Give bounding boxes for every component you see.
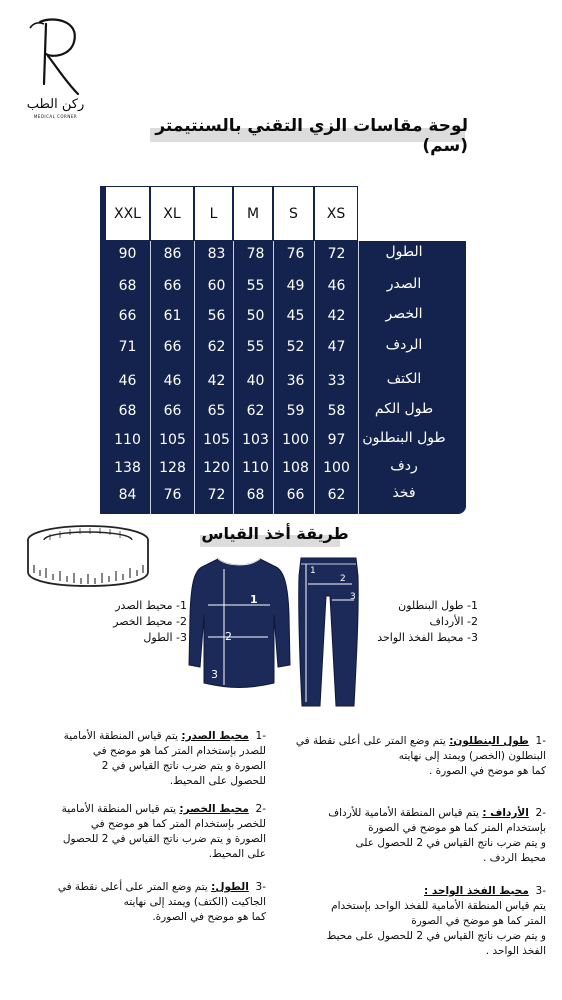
table-cell: 86 — [163, 246, 182, 262]
table-cell: 59 — [286, 403, 305, 419]
instruction-chest: -1 محيط الصدر: يتم قياس المنطقة الأمامية للصدر بإستخدام المتر كما هو موضح في الصورة و يتم ضرب ناتج القياس في 2 للحصول على المحيط. — [63, 730, 266, 787]
shirt-legend — [80, 598, 187, 646]
instruction-thigh: -3 محيط الفخذ الواحد : يتم قياس المنطقة الأمامية للفخذ الواحد بإستخدام المتر كما هو موضح في الصورة و يتم ضرب ناتج القياس في 2 للحصول على محيط الفخذ الواحد . — [326, 885, 546, 957]
size-header-cell: XL — [150, 186, 194, 241]
size-header-cell: XS — [314, 186, 358, 241]
table-cell: 40 — [246, 373, 265, 389]
table-cell: 78 — [246, 246, 265, 262]
table-cell: 47 — [327, 339, 346, 355]
table-row-label: الطول — [385, 244, 423, 260]
table-cell: 65 — [207, 403, 226, 419]
table-cell: 42 — [327, 308, 346, 324]
table-cell: 66 — [163, 339, 182, 355]
table-cell: 66 — [163, 278, 182, 294]
table-cell: 56 — [207, 308, 226, 324]
table-row-label: الصدر — [386, 276, 422, 292]
size-header-cell: M — [233, 186, 273, 241]
shirt-mark-3: 3 — [211, 668, 218, 681]
table-cell: 71 — [118, 339, 137, 355]
table-cell: 100 — [323, 460, 350, 476]
shirt-mark-1: 1 — [250, 593, 258, 606]
size-header-cell: S — [273, 186, 314, 241]
table-cell: 76 — [163, 487, 182, 503]
pants-legend — [360, 598, 478, 646]
table-cell: 68 — [118, 278, 137, 294]
instruction-length: -3 الطول: يتم وضع المتر على أعلى نقطة في الجاكيت (الكتف) ويمتد إلى نهايته كما هو موضح في الصورة. — [57, 881, 266, 923]
brand-name: ركن الطب — [26, 97, 85, 112]
table-row-label: الردف — [385, 337, 423, 353]
table-cell: 108 — [282, 460, 309, 476]
table-row-label: الكتف — [386, 371, 422, 387]
table-cell: 45 — [286, 308, 305, 324]
table-cell: 103 — [242, 432, 269, 448]
brand-tagline: MEDICAL CORNER — [33, 114, 78, 119]
table-cell: 55 — [246, 278, 265, 294]
table-row-label: فخذ — [392, 485, 416, 501]
table-cell: 83 — [207, 246, 226, 262]
shirt-diagram — [188, 555, 291, 690]
table-row-label: طول البنطلون — [362, 430, 446, 446]
table-row-label: الخصر — [385, 306, 423, 322]
table-cell: 97 — [327, 432, 346, 448]
table-cell: 120 — [203, 460, 230, 476]
shirt-mark-2: 2 — [225, 630, 232, 643]
table-cell: 62 — [207, 339, 226, 355]
size-header-cell: XXL — [105, 186, 150, 241]
table-cell: 72 — [207, 487, 226, 503]
table-cell: 62 — [246, 403, 265, 419]
table-cell: 58 — [327, 403, 346, 419]
page-title: لوحة مقاسات الزي التقني بالسنتيمتر (سم) — [155, 116, 468, 156]
table-header-corner — [358, 186, 466, 241]
table-cell: 42 — [207, 373, 226, 389]
table-cell: 49 — [286, 278, 305, 294]
table-cell: 76 — [286, 246, 305, 262]
table-cell: 128 — [159, 460, 186, 476]
measuring-tape-icon — [20, 518, 155, 593]
shirt-legend-item: 3- الطول — [143, 631, 187, 644]
table-cell: 105 — [159, 432, 186, 448]
table-cell: 61 — [163, 308, 182, 324]
table-cell: 50 — [246, 308, 265, 324]
table-cell: 52 — [286, 339, 305, 355]
shirt-legend-item: 1- محيط الصدر — [115, 599, 187, 612]
table-cell: 105 — [203, 432, 230, 448]
table-row-label: ردف — [390, 458, 418, 474]
shirt-legend-item: 2- محيط الخصر — [113, 615, 187, 628]
table-cell: 110 — [114, 432, 141, 448]
table-cell: 62 — [327, 487, 346, 503]
method-title: طريقة أخذ القياس — [201, 524, 349, 543]
table-cell: 84 — [118, 487, 137, 503]
table-cell: 90 — [118, 246, 137, 262]
instruction-waist: -2 محيط الخصر: يتم قياس المنطقة الأمامية للخصر بإستخدام المتر كما هو موضح في الصورة و يتم ضرب ناتج القياس في 2 للحصول على المحيط. — [61, 803, 266, 860]
pants-mark-2: 2 — [340, 574, 346, 584]
instruction-pants-length: -1 طول البنطلون: يتم وضع المتر على أعلى نقطة في البنطلون (الخصر) ويمتد إلى نهايته كما هو موضح في الصورة . — [295, 735, 546, 777]
table-cell: 33 — [327, 373, 346, 389]
table-cell: 55 — [246, 339, 265, 355]
table-cell: 36 — [286, 373, 305, 389]
table-cell: 66 — [286, 487, 305, 503]
table-cell: 100 — [282, 432, 309, 448]
pants-mark-1: 1 — [310, 566, 316, 576]
instruction-hips: -2 الأرداف : يتم قياس المنطقة الأمامية للأرداف بإستخدام المتر كما هو موضح في الصورة و يتم ضرب ناتج القياس في 2 للحصول على محيط الردف . — [328, 807, 546, 864]
table-cell: 46 — [163, 373, 182, 389]
table-cell: 72 — [327, 246, 346, 262]
pants-legend-item: 1- طول البنطلون — [398, 599, 478, 612]
table-cell: 60 — [207, 278, 226, 294]
pants-legend-item: 2- الأرداف — [429, 615, 478, 628]
pants-diagram — [298, 556, 360, 708]
table-cell: 68 — [246, 487, 265, 503]
table-cell: 66 — [118, 308, 137, 324]
table-cell: 68 — [118, 403, 137, 419]
table-row-label: طول الكم — [374, 401, 434, 417]
table-cell: 138 — [114, 460, 141, 476]
pants-mark-3: 3 — [350, 592, 356, 602]
size-header-cell: L — [194, 186, 233, 241]
table-cell: 110 — [242, 460, 269, 476]
table-cell: 66 — [163, 403, 182, 419]
table-cell: 46 — [327, 278, 346, 294]
table-cell: 46 — [118, 373, 137, 389]
pants-legend-item: 3- محيط الفخذ الواحد — [377, 631, 478, 644]
